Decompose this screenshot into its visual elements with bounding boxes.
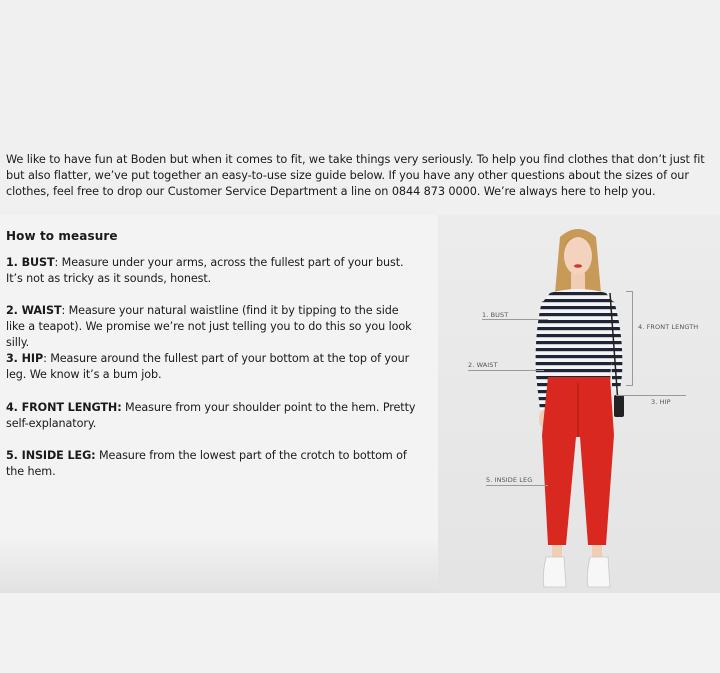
bust-guide-line	[482, 319, 548, 320]
measure-description: Measure from the lowest part of the crotch to bottom of the hem.	[6, 449, 407, 478]
measure-item-inside-leg	[6, 448, 416, 480]
bag	[614, 395, 624, 417]
model-illustration	[438, 215, 720, 593]
measure-term	[6, 449, 96, 462]
face	[564, 237, 592, 275]
measure-separator: :	[43, 352, 47, 365]
measure-description: Measure your natural waistline (find it by tipping to the side like a teapot). We promise we’re not just telling you to do this so you look silly.	[6, 304, 412, 349]
measure-description: Measure around the fullest part of your bottom at the top of your leg. We know it’s a bum job.	[6, 352, 410, 381]
measure-term-label: 1. BUST	[6, 256, 55, 269]
measure-separator: :	[61, 304, 66, 317]
measure-term-label: 4. FRONT LENGTH:	[6, 401, 122, 414]
neck	[571, 273, 585, 291]
waist-guide-line	[468, 370, 544, 371]
measure-item-bust	[6, 255, 416, 287]
label-front-length: 4. FRONT LENGTH	[638, 323, 699, 331]
measure-term-label: 2. WAIST	[6, 304, 62, 317]
page-bottom-band	[0, 593, 720, 673]
measure-term	[6, 401, 122, 414]
front-length-guide-line	[632, 291, 633, 385]
measure-term-label: 3. HIP	[6, 352, 44, 365]
right-ankle	[592, 545, 602, 557]
measure-term	[6, 352, 43, 365]
measure-term	[6, 304, 61, 317]
section-title: How to measure	[6, 229, 118, 243]
hip-guide-line	[616, 395, 686, 396]
measure-item-front-length	[6, 400, 416, 432]
measure-separator: :	[54, 256, 59, 269]
left-ankle	[552, 545, 562, 557]
measure-term	[6, 256, 55, 269]
front-length-guide-bottom	[626, 385, 633, 386]
intro-paragraph: We like to have fun at Boden but when it comes to fit, we take things very seriously. To help you find clothes that don’t just fit but also flatter, we’ve put together an easy-to-use size guide below. If you have any other questions about the sizes of our clothes, feel free to drop our Customer Service Department a line on 0844 873 0000. We’re always here to help you.	[6, 153, 705, 198]
front-length-guide-top	[626, 291, 633, 292]
measure-item-hip	[6, 351, 416, 383]
measure-item-waist	[6, 303, 416, 351]
right-shoe	[587, 557, 610, 587]
label-waist: 2. WAIST	[468, 361, 498, 369]
label-inside-leg: 5. INSIDE LEG	[486, 476, 533, 484]
lips	[574, 264, 582, 268]
measure-description: Measure from your shoulder point to the hem. Pretty self-explanatory.	[6, 401, 416, 430]
striped-top	[542, 289, 614, 385]
label-bust: 1. BUST	[482, 311, 509, 319]
measurement-figure	[438, 215, 720, 593]
label-hip: 3. HIP	[651, 398, 671, 406]
measure-description: Measure under your arms, across the fullest part of your bust. It’s not as tricky as it sounds, honest.	[6, 256, 404, 285]
left-shoe	[543, 557, 566, 587]
inside-leg-guide-line	[486, 485, 548, 486]
measure-term-label: 5. INSIDE LEG:	[6, 449, 96, 462]
